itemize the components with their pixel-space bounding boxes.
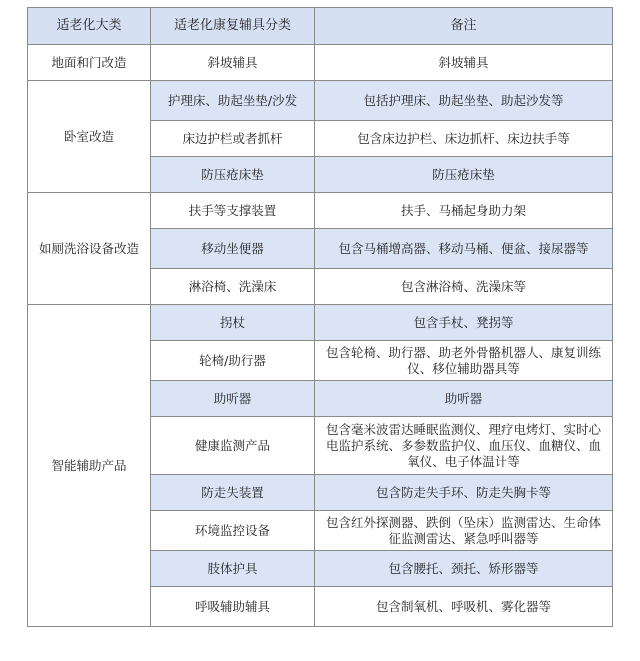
- table-row: [28, 45, 613, 81]
- subcategory-cell: 扶手等支撑装置: [151, 193, 315, 229]
- subcategory-cell: 肢体护具: [151, 551, 315, 587]
- table-body: [28, 45, 613, 627]
- note-cell: 包含床边护栏、床边抓杆、床边扶手等: [315, 121, 613, 157]
- table-row: [28, 81, 613, 121]
- subcategory-cell: 呼吸辅助辅具: [151, 587, 315, 627]
- subcategory-cell: 防压疮床垫: [151, 157, 315, 193]
- header-note: 备注: [315, 8, 613, 45]
- header-subcategory: 适老化康复辅具分类: [151, 8, 315, 45]
- subcategory-cell: 淋浴椅、洗澡床: [151, 269, 315, 305]
- note-cell: 包含制氧机、呼吸机、雾化器等: [315, 587, 613, 627]
- subcategory-cell: 斜坡辅具: [151, 45, 315, 81]
- subcategory-cell: 床边护栏或者抓杆: [151, 121, 315, 157]
- note-cell: 包含红外探测器、跌倒（坠床）监测雷达、生命体征监测雷达、紧急呼叫器等: [315, 511, 613, 551]
- note-cell: 包含防走失手环、防走失胸卡等: [315, 475, 613, 511]
- note-cell: 包含手杖、凳拐等: [315, 305, 613, 341]
- subcategory-cell: 健康监测产品: [151, 417, 315, 475]
- note-cell: 包含轮椅、助行器、助老外骨骼机器人、康复训练仪、移位辅助器具等: [315, 341, 613, 381]
- category-cell: 卧室改造: [28, 81, 151, 193]
- subcategory-cell: 防走失装置: [151, 475, 315, 511]
- category-cell: 如厕洗浴设备改造: [28, 193, 151, 305]
- subcategory-cell: 助听器: [151, 381, 315, 417]
- category-cell: 地面和门改造: [28, 45, 151, 81]
- note-cell: 包含腰托、颈托、矫形器等: [315, 551, 613, 587]
- table-row: [28, 305, 613, 341]
- table-row: [28, 193, 613, 229]
- aging-adaptation-table: [27, 7, 613, 627]
- subcategory-cell: 拐杖: [151, 305, 315, 341]
- note-cell: 包含毫米波雷达睡眠监测仪、理疗电烤灯、实时心电监护系统、多参数监护仪、血压仪、血糖仪、血氧仪、电子体温计等: [315, 417, 613, 475]
- subcategory-cell: 移动坐便器: [151, 229, 315, 269]
- category-cell: 智能辅助产品: [28, 305, 151, 627]
- note-cell: 斜坡辅具: [315, 45, 613, 81]
- header-category: 适老化大类: [28, 8, 151, 45]
- note-cell: 扶手、马桶起身助力架: [315, 193, 613, 229]
- note-cell: 助听器: [315, 381, 613, 417]
- subcategory-cell: 护理床、助起坐垫/沙发: [151, 81, 315, 121]
- note-cell: 包含马桶增高器、移动马桶、便盆、接尿器等: [315, 229, 613, 269]
- subcategory-cell: 环境监控设备: [151, 511, 315, 551]
- subcategory-cell: 轮椅/助行器: [151, 341, 315, 381]
- note-cell: 包括护理床、助起坐垫、助起沙发等: [315, 81, 613, 121]
- note-cell: 包含淋浴椅、洗澡床等: [315, 269, 613, 305]
- note-cell: 防压疮床垫: [315, 157, 613, 193]
- header-row: [28, 8, 613, 45]
